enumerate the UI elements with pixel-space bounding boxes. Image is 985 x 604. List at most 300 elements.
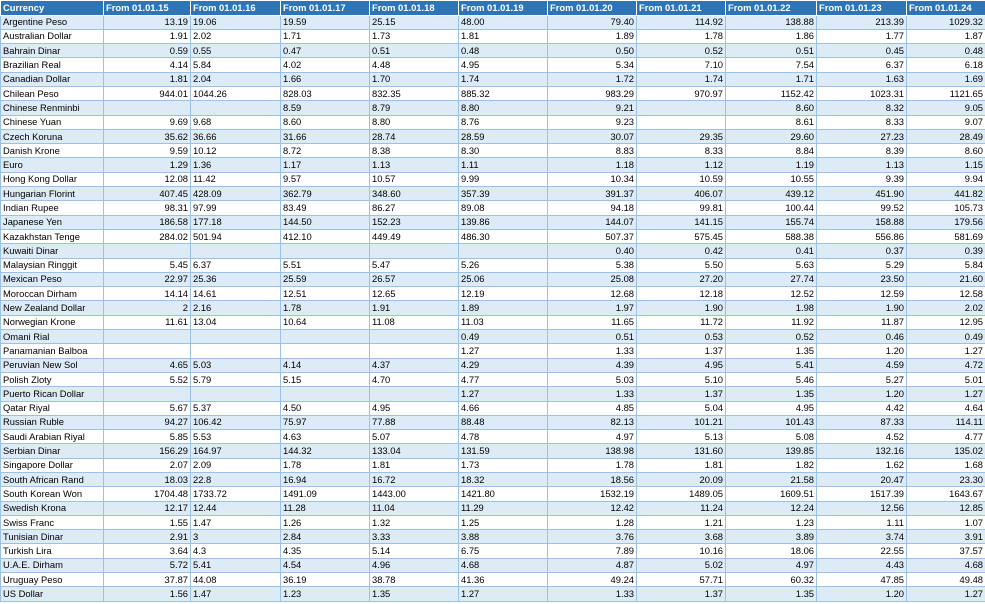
rate-cell[interactable]: 99.81 — [637, 201, 726, 215]
rate-cell[interactable]: 1.37 — [637, 587, 726, 601]
rate-cell[interactable]: 1.81 — [637, 458, 726, 472]
rate-cell[interactable]: 25.06 — [459, 272, 548, 286]
rate-cell[interactable]: 4.29 — [459, 358, 548, 372]
rate-cell[interactable] — [191, 344, 281, 358]
currency-cell[interactable]: Kazakhstan Tenge — [1, 229, 104, 243]
rate-cell[interactable]: 407.45 — [104, 187, 191, 201]
rate-cell[interactable]: 5.04 — [637, 401, 726, 415]
rate-cell[interactable]: 1.27 — [907, 387, 985, 401]
currency-cell[interactable]: Mexican Peso — [1, 272, 104, 286]
rate-cell[interactable]: 1.87 — [907, 29, 985, 43]
rate-cell[interactable]: 10.55 — [726, 172, 817, 186]
rate-cell[interactable]: 4.95 — [459, 58, 548, 72]
rate-cell[interactable]: 5.84 — [191, 58, 281, 72]
rate-cell[interactable]: 1.89 — [548, 29, 637, 43]
rate-cell[interactable]: 21.60 — [907, 272, 985, 286]
rate-cell[interactable]: 28.59 — [459, 129, 548, 143]
rate-cell[interactable]: 139.85 — [726, 444, 817, 458]
rate-cell[interactable]: 10.12 — [191, 144, 281, 158]
rate-cell[interactable]: 8.84 — [726, 144, 817, 158]
rate-cell[interactable]: 4.02 — [281, 58, 370, 72]
rate-cell[interactable]: 5.03 — [191, 358, 281, 372]
rate-cell[interactable]: 1.32 — [370, 515, 459, 529]
rate-cell[interactable] — [370, 387, 459, 401]
currency-cell[interactable]: Singapore Dollar — [1, 458, 104, 472]
rate-cell[interactable]: 4.95 — [637, 358, 726, 372]
rate-cell[interactable]: 4.66 — [459, 401, 548, 415]
rate-cell[interactable]: 0.59 — [104, 44, 191, 58]
rate-cell[interactable]: 97.99 — [191, 201, 281, 215]
rate-cell[interactable]: 139.86 — [459, 215, 548, 229]
rate-cell[interactable]: 1421.80 — [459, 487, 548, 501]
rate-cell[interactable]: 1.20 — [817, 587, 907, 601]
rate-cell[interactable]: 575.45 — [637, 229, 726, 243]
rate-cell[interactable]: 30.07 — [548, 129, 637, 143]
rate-cell[interactable]: 4.48 — [370, 58, 459, 72]
column-header[interactable]: Currency — [1, 1, 104, 16]
rate-cell[interactable]: 0.46 — [817, 330, 907, 344]
rate-cell[interactable]: 10.16 — [637, 544, 726, 558]
rate-cell[interactable]: 4.72 — [907, 358, 985, 372]
column-header[interactable]: From 01.01.23 — [817, 1, 907, 16]
rate-cell[interactable]: 4.78 — [459, 430, 548, 444]
rate-cell[interactable]: 29.60 — [726, 129, 817, 143]
rate-cell[interactable]: 25.15 — [370, 15, 459, 29]
column-header[interactable]: From 01.01.15 — [104, 1, 191, 16]
currency-cell[interactable]: Malaysian Ringgit — [1, 258, 104, 272]
rate-cell[interactable]: 6.37 — [191, 258, 281, 272]
currency-cell[interactable]: Argentine Peso — [1, 15, 104, 29]
rate-cell[interactable] — [281, 344, 370, 358]
currency-cell[interactable]: Saudi Arabian Riyal — [1, 430, 104, 444]
rate-cell[interactable]: 3.91 — [907, 530, 985, 544]
rate-cell[interactable]: 9.94 — [907, 172, 985, 186]
rate-cell[interactable]: 60.32 — [726, 573, 817, 587]
rate-cell[interactable]: 1.71 — [726, 72, 817, 86]
rate-cell[interactable]: 37.57 — [907, 544, 985, 558]
rate-cell[interactable]: 18.06 — [726, 544, 817, 558]
rate-cell[interactable]: 5.52 — [104, 372, 191, 386]
rate-cell[interactable]: 19.06 — [191, 15, 281, 29]
currency-cell[interactable]: Japanese Yen — [1, 215, 104, 229]
rate-cell[interactable]: 79.40 — [548, 15, 637, 29]
rate-cell[interactable]: 5.41 — [191, 558, 281, 572]
rate-cell[interactable]: 5.34 — [548, 58, 637, 72]
rate-cell[interactable]: 4.64 — [907, 401, 985, 415]
rate-cell[interactable]: 22.55 — [817, 544, 907, 558]
rate-cell[interactable]: 501.94 — [191, 229, 281, 243]
column-header[interactable]: From 01.01.17 — [281, 1, 370, 16]
rate-cell[interactable]: 357.39 — [459, 187, 548, 201]
rate-cell[interactable]: 1.35 — [726, 587, 817, 601]
rate-cell[interactable]: 14.14 — [104, 287, 191, 301]
currency-cell[interactable]: Puerto Rican Dollar — [1, 387, 104, 401]
rate-cell[interactable]: 581.69 — [907, 229, 985, 243]
rate-cell[interactable]: 11.28 — [281, 501, 370, 515]
rate-cell[interactable]: 144.32 — [281, 444, 370, 458]
rate-cell[interactable]: 1.17 — [281, 158, 370, 172]
rate-cell[interactable]: 0.41 — [726, 244, 817, 258]
rate-cell[interactable]: 1443.00 — [370, 487, 459, 501]
rate-cell[interactable]: 1.81 — [459, 29, 548, 43]
rate-cell[interactable]: 12.58 — [907, 287, 985, 301]
rate-cell[interactable]: 1.27 — [459, 387, 548, 401]
rate-cell[interactable]: 12.51 — [281, 287, 370, 301]
rate-cell[interactable]: 5.07 — [370, 430, 459, 444]
rate-cell[interactable] — [104, 344, 191, 358]
rate-cell[interactable]: 0.49 — [459, 330, 548, 344]
rate-cell[interactable]: 94.18 — [548, 201, 637, 215]
rate-cell[interactable]: 31.66 — [281, 129, 370, 143]
rate-cell[interactable]: 100.44 — [726, 201, 817, 215]
rate-cell[interactable]: 132.16 — [817, 444, 907, 458]
rate-cell[interactable]: 156.29 — [104, 444, 191, 458]
rate-cell[interactable]: 0.40 — [548, 244, 637, 258]
rate-cell[interactable]: 1.73 — [459, 458, 548, 472]
rate-cell[interactable]: 4.43 — [817, 558, 907, 572]
currency-cell[interactable]: Kuwaiti Dinar — [1, 244, 104, 258]
rate-cell[interactable]: 0.51 — [548, 330, 637, 344]
currency-cell[interactable]: Canadian Dollar — [1, 72, 104, 86]
rate-cell[interactable]: 1.13 — [817, 158, 907, 172]
currency-cell[interactable]: New Zealand Dollar — [1, 301, 104, 315]
rate-cell[interactable]: 11.42 — [191, 172, 281, 186]
rate-cell[interactable]: 114.11 — [907, 415, 985, 429]
rate-cell[interactable]: 135.02 — [907, 444, 985, 458]
rate-cell[interactable]: 26.57 — [370, 272, 459, 286]
rate-cell[interactable]: 131.59 — [459, 444, 548, 458]
column-header[interactable]: From 01.01.22 — [726, 1, 817, 16]
rate-cell[interactable]: 11.61 — [104, 315, 191, 329]
rate-cell[interactable]: 4.77 — [907, 430, 985, 444]
rate-cell[interactable]: 48.00 — [459, 15, 548, 29]
currency-cell[interactable]: Polish Zloty — [1, 372, 104, 386]
rate-cell[interactable]: 1.21 — [637, 515, 726, 529]
rate-cell[interactable]: 20.47 — [817, 473, 907, 487]
rate-cell[interactable]: 4.14 — [104, 58, 191, 72]
rate-cell[interactable]: 1.74 — [459, 72, 548, 86]
rate-cell[interactable]: 3.68 — [637, 530, 726, 544]
rate-cell[interactable]: 0.49 — [907, 330, 985, 344]
rate-cell[interactable]: 1.36 — [191, 158, 281, 172]
rate-cell[interactable]: 41.36 — [459, 573, 548, 587]
rate-cell[interactable]: 86.27 — [370, 201, 459, 215]
rate-cell[interactable]: 4.70 — [370, 372, 459, 386]
rate-cell[interactable]: 99.52 — [817, 201, 907, 215]
rate-cell[interactable]: 8.80 — [459, 101, 548, 115]
rate-cell[interactable]: 4.97 — [726, 558, 817, 572]
rate-cell[interactable]: 131.60 — [637, 444, 726, 458]
rate-cell[interactable]: 4.68 — [907, 558, 985, 572]
rate-cell[interactable]: 4.35 — [281, 544, 370, 558]
rate-cell[interactable]: 944.01 — [104, 86, 191, 100]
rate-cell[interactable]: 11.04 — [370, 501, 459, 515]
rate-cell[interactable]: 11.08 — [370, 315, 459, 329]
rate-cell[interactable]: 1.81 — [370, 458, 459, 472]
rate-cell[interactable]: 77.88 — [370, 415, 459, 429]
rate-cell[interactable]: 20.09 — [637, 473, 726, 487]
rate-cell[interactable]: 133.04 — [370, 444, 459, 458]
rate-cell[interactable]: 1.26 — [281, 515, 370, 529]
rate-cell[interactable]: 1.25 — [459, 515, 548, 529]
rate-cell[interactable]: 8.76 — [459, 115, 548, 129]
rate-cell[interactable]: 82.13 — [548, 415, 637, 429]
rate-cell[interactable]: 0.45 — [817, 44, 907, 58]
rate-cell[interactable]: 5.67 — [104, 401, 191, 415]
rate-cell[interactable]: 1.68 — [907, 458, 985, 472]
rate-cell[interactable]: 5.51 — [281, 258, 370, 272]
rate-cell[interactable] — [191, 330, 281, 344]
rate-cell[interactable]: 1.23 — [281, 587, 370, 601]
rate-cell[interactable]: 5.08 — [726, 430, 817, 444]
rate-cell[interactable]: 36.66 — [191, 129, 281, 143]
rate-cell[interactable]: 4.65 — [104, 358, 191, 372]
rate-cell[interactable]: 0.48 — [459, 44, 548, 58]
rate-cell[interactable]: 106.42 — [191, 415, 281, 429]
rate-cell[interactable]: 1.73 — [370, 29, 459, 43]
rate-cell[interactable]: 25.08 — [548, 272, 637, 286]
rate-cell[interactable]: 4.77 — [459, 372, 548, 386]
rate-cell[interactable]: 1.28 — [548, 515, 637, 529]
rate-cell[interactable]: 49.48 — [907, 573, 985, 587]
rate-cell[interactable]: 0.53 — [637, 330, 726, 344]
rate-cell[interactable]: 11.87 — [817, 315, 907, 329]
rate-cell[interactable]: 5.50 — [637, 258, 726, 272]
rate-cell[interactable]: 4.68 — [459, 558, 548, 572]
rate-cell[interactable]: 5.46 — [726, 372, 817, 386]
rate-cell[interactable]: 87.33 — [817, 415, 907, 429]
rate-cell[interactable]: 138.88 — [726, 15, 817, 29]
rate-cell[interactable] — [104, 387, 191, 401]
rate-cell[interactable] — [637, 101, 726, 115]
rate-cell[interactable]: 11.03 — [459, 315, 548, 329]
rate-cell[interactable]: 8.61 — [726, 115, 817, 129]
rate-cell[interactable] — [104, 101, 191, 115]
currency-cell[interactable]: Panamanian Balboa — [1, 344, 104, 358]
rate-cell[interactable]: 0.52 — [726, 330, 817, 344]
rate-cell[interactable]: 1.23 — [726, 515, 817, 529]
rate-cell[interactable]: 88.48 — [459, 415, 548, 429]
column-header[interactable]: From 01.01.19 — [459, 1, 548, 16]
rate-cell[interactable]: 2.84 — [281, 530, 370, 544]
rate-cell[interactable]: 1.77 — [817, 29, 907, 43]
rate-cell[interactable]: 4.50 — [281, 401, 370, 415]
rate-cell[interactable]: 28.49 — [907, 129, 985, 143]
rate-cell[interactable]: 1.27 — [907, 344, 985, 358]
rate-cell[interactable]: 35.62 — [104, 129, 191, 143]
currency-cell[interactable]: Danish Krone — [1, 144, 104, 158]
rate-cell[interactable]: 5.63 — [726, 258, 817, 272]
rate-cell[interactable]: 10.34 — [548, 172, 637, 186]
rate-cell[interactable]: 5.85 — [104, 430, 191, 444]
currency-cell[interactable]: Turkish Lira — [1, 544, 104, 558]
rate-cell[interactable]: 5.14 — [370, 544, 459, 558]
currency-cell[interactable]: South Korean Won — [1, 487, 104, 501]
rate-cell[interactable]: 4.52 — [817, 430, 907, 444]
rate-cell[interactable]: 1.82 — [726, 458, 817, 472]
rate-cell[interactable]: 1.19 — [726, 158, 817, 172]
rate-cell[interactable]: 1.78 — [281, 458, 370, 472]
rate-cell[interactable]: 1.78 — [281, 301, 370, 315]
rate-cell[interactable]: 5.02 — [637, 558, 726, 572]
rate-cell[interactable]: 164.97 — [191, 444, 281, 458]
rate-cell[interactable]: 4.63 — [281, 430, 370, 444]
rate-cell[interactable] — [370, 244, 459, 258]
rate-cell[interactable]: 12.18 — [637, 287, 726, 301]
rate-cell[interactable]: 89.08 — [459, 201, 548, 215]
rate-cell[interactable]: 3.64 — [104, 544, 191, 558]
rate-cell[interactable]: 362.79 — [281, 187, 370, 201]
rate-cell[interactable]: 1.69 — [907, 72, 985, 86]
rate-cell[interactable]: 179.56 — [907, 215, 985, 229]
rate-cell[interactable]: 828.03 — [281, 86, 370, 100]
currency-cell[interactable]: U.A.E. Dirham — [1, 558, 104, 572]
rate-cell[interactable]: 23.30 — [907, 473, 985, 487]
rate-cell[interactable]: 152.23 — [370, 215, 459, 229]
rate-cell[interactable]: 1.56 — [104, 587, 191, 601]
currency-cell[interactable]: Russian Ruble — [1, 415, 104, 429]
column-header[interactable]: From 01.01.21 — [637, 1, 726, 16]
rate-cell[interactable]: 16.72 — [370, 473, 459, 487]
rate-cell[interactable]: 2 — [104, 301, 191, 315]
rate-cell[interactable]: 18.32 — [459, 473, 548, 487]
rate-cell[interactable]: 10.59 — [637, 172, 726, 186]
rate-cell[interactable]: 428.09 — [191, 187, 281, 201]
rate-cell[interactable]: 1.98 — [726, 301, 817, 315]
rate-cell[interactable]: 25.36 — [191, 272, 281, 286]
currency-cell[interactable]: Hong Kong Dollar — [1, 172, 104, 186]
rate-cell[interactable]: 1491.09 — [281, 487, 370, 501]
rate-cell[interactable]: 4.95 — [726, 401, 817, 415]
rate-cell[interactable]: 1.27 — [907, 587, 985, 601]
rate-cell[interactable]: 1.66 — [281, 72, 370, 86]
rate-cell[interactable]: 832.35 — [370, 86, 459, 100]
rate-cell[interactable]: 406.07 — [637, 187, 726, 201]
rate-cell[interactable]: 11.24 — [637, 501, 726, 515]
rate-cell[interactable]: 101.43 — [726, 415, 817, 429]
rate-cell[interactable]: 1.27 — [459, 587, 548, 601]
rate-cell[interactable]: 10.64 — [281, 315, 370, 329]
currency-cell[interactable]: Peruvian New Sol — [1, 358, 104, 372]
rate-cell[interactable]: 8.72 — [281, 144, 370, 158]
currency-cell[interactable]: Swiss Franc — [1, 515, 104, 529]
rate-cell[interactable]: 8.39 — [817, 144, 907, 158]
rate-cell[interactable]: 27.74 — [726, 272, 817, 286]
rate-cell[interactable]: 1704.48 — [104, 487, 191, 501]
rate-cell[interactable]: 0.48 — [907, 44, 985, 58]
rate-cell[interactable]: 2.02 — [191, 29, 281, 43]
rate-cell[interactable]: 7.10 — [637, 58, 726, 72]
rate-cell[interactable]: 1.11 — [817, 515, 907, 529]
currency-cell[interactable]: Omani Rial — [1, 330, 104, 344]
rate-cell[interactable]: 6.18 — [907, 58, 985, 72]
rate-cell[interactable]: 18.56 — [548, 473, 637, 487]
rate-cell[interactable]: 1.90 — [817, 301, 907, 315]
rate-cell[interactable]: 4.3 — [191, 544, 281, 558]
rate-cell[interactable] — [191, 244, 281, 258]
rate-cell[interactable]: 1.97 — [548, 301, 637, 315]
rate-cell[interactable]: 4.95 — [370, 401, 459, 415]
rate-cell[interactable]: 9.07 — [907, 115, 985, 129]
rate-cell[interactable]: 1.90 — [637, 301, 726, 315]
rate-cell[interactable]: 12.42 — [548, 501, 637, 515]
rate-cell[interactable]: 114.92 — [637, 15, 726, 29]
rate-cell[interactable] — [370, 344, 459, 358]
rate-cell[interactable]: 8.80 — [370, 115, 459, 129]
rate-cell[interactable]: 5.27 — [817, 372, 907, 386]
rate-cell[interactable]: 2.09 — [191, 458, 281, 472]
rate-cell[interactable]: 1.72 — [548, 72, 637, 86]
currency-cell[interactable]: Chinese Yuan — [1, 115, 104, 129]
rate-cell[interactable]: 3.89 — [726, 530, 817, 544]
rate-cell[interactable]: 8.33 — [817, 115, 907, 129]
rate-cell[interactable]: 1.13 — [370, 158, 459, 172]
rate-cell[interactable]: 57.71 — [637, 573, 726, 587]
rate-cell[interactable]: 439.12 — [726, 187, 817, 201]
rate-cell[interactable]: 16.94 — [281, 473, 370, 487]
rate-cell[interactable]: 1.27 — [459, 344, 548, 358]
rate-cell[interactable]: 5.38 — [548, 258, 637, 272]
column-header[interactable]: From 01.01.16 — [191, 1, 281, 16]
rate-cell[interactable]: 1.20 — [817, 344, 907, 358]
rate-cell[interactable]: 19.59 — [281, 15, 370, 29]
rate-cell[interactable]: 1.29 — [104, 158, 191, 172]
rate-cell[interactable]: 2.16 — [191, 301, 281, 315]
rate-cell[interactable]: 5.41 — [726, 358, 817, 372]
rate-cell[interactable] — [370, 330, 459, 344]
rate-cell[interactable]: 4.87 — [548, 558, 637, 572]
rate-cell[interactable]: 507.37 — [548, 229, 637, 243]
rate-cell[interactable]: 3 — [191, 530, 281, 544]
rate-cell[interactable]: 11.92 — [726, 315, 817, 329]
rate-cell[interactable]: 5.10 — [637, 372, 726, 386]
rate-cell[interactable]: 1.71 — [281, 29, 370, 43]
rate-cell[interactable]: 0.39 — [907, 244, 985, 258]
rate-cell[interactable]: 1.35 — [726, 387, 817, 401]
currency-cell[interactable]: Hungarian Florint — [1, 187, 104, 201]
rate-cell[interactable]: 3.74 — [817, 530, 907, 544]
rate-cell[interactable]: 1.07 — [907, 515, 985, 529]
rate-cell[interactable]: 11.29 — [459, 501, 548, 515]
rate-cell[interactable]: 0.42 — [637, 244, 726, 258]
rate-cell[interactable]: 9.21 — [548, 101, 637, 115]
currency-cell[interactable]: Australian Dollar — [1, 29, 104, 43]
rate-cell[interactable]: 2.02 — [907, 301, 985, 315]
rate-cell[interactable]: 4.14 — [281, 358, 370, 372]
rate-cell[interactable]: 213.39 — [817, 15, 907, 29]
rate-cell[interactable]: 1.33 — [548, 344, 637, 358]
currency-cell[interactable]: Swedish Krona — [1, 501, 104, 515]
rate-cell[interactable] — [281, 387, 370, 401]
rate-cell[interactable]: 5.13 — [637, 430, 726, 444]
rate-cell[interactable]: 0.47 — [281, 44, 370, 58]
rate-cell[interactable]: 12.68 — [548, 287, 637, 301]
rate-cell[interactable]: 1023.31 — [817, 86, 907, 100]
rate-cell[interactable]: 3.88 — [459, 530, 548, 544]
rate-cell[interactable]: 44.08 — [191, 573, 281, 587]
rate-cell[interactable]: 28.74 — [370, 129, 459, 143]
rate-cell[interactable]: 1.33 — [548, 587, 637, 601]
rate-cell[interactable]: 5.37 — [191, 401, 281, 415]
currency-cell[interactable]: Qatar Riyal — [1, 401, 104, 415]
rate-cell[interactable]: 11.72 — [637, 315, 726, 329]
rate-cell[interactable]: 5.26 — [459, 258, 548, 272]
rate-cell[interactable]: 1.35 — [726, 344, 817, 358]
rate-cell[interactable]: 27.20 — [637, 272, 726, 286]
rate-cell[interactable]: 14.61 — [191, 287, 281, 301]
rate-cell[interactable]: 8.60 — [726, 101, 817, 115]
rate-cell[interactable]: 1.81 — [104, 72, 191, 86]
